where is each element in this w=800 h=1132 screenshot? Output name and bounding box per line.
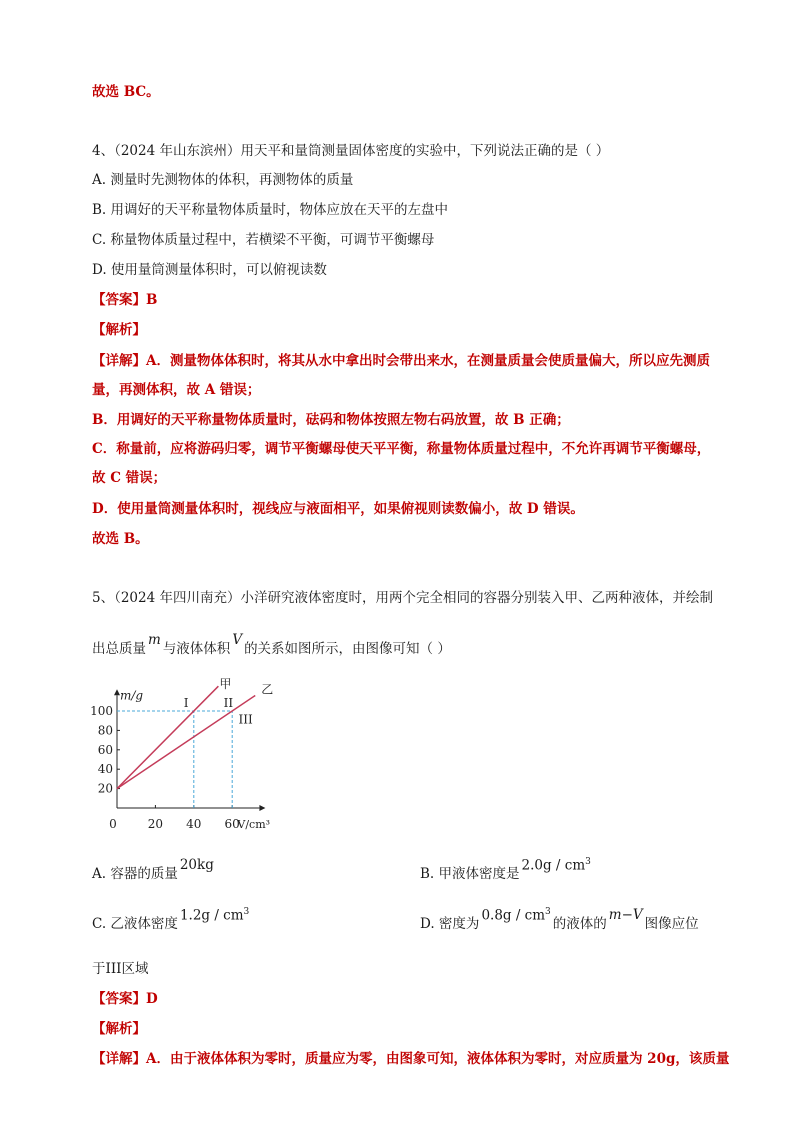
mass-symbol: m — [148, 632, 161, 648]
y-tick-label: 80 — [97, 723, 113, 738]
q4-detail-4: C．称量前，应将游码归零，调节平衡螺母使天平平衡，称量物体质量过程中，不允许再调节平衡螺母， — [92, 441, 711, 457]
region-label-2: II — [223, 696, 234, 711]
q4-detail-3: B．用调好的天平称量物体质量时，砝码和物体按照左物右码放置，故 B 正确； — [92, 412, 570, 428]
q4-option-c: C. 称量物体质量过程中，若横梁不平衡，可调节平衡螺母 — [92, 232, 435, 248]
q3-conclusion: 故选 BC。 — [92, 84, 160, 100]
x-tick-label: 60 — [224, 817, 240, 831]
region-label-3: III — [238, 712, 253, 727]
x-tick-label: 20 — [147, 817, 164, 831]
mass-volume-chart — [90, 676, 330, 836]
q4-conclusion: 故选 B。 — [92, 531, 149, 547]
q4-option-a: A. 测量时先测物体的体积，再测物体的质量 — [92, 172, 354, 188]
y-axis-label: m/g — [120, 688, 144, 703]
q5-option-c: C. 乙液体密度$1.2g / cm^3$ — [92, 906, 250, 932]
q4-detail-1: 【详解】A．测量物体体积时，将其从水中拿出时会带出来水，在测量质量会使质量偏大，所以应先测质 — [92, 353, 710, 369]
x-axis-label: V/cm³ — [237, 818, 271, 831]
q5-detail-1: 【详解】A．由于液体体积为零时，质量应为零，由图象可知，液体体积为零时，对应质量为 20g，该质量 — [92, 1051, 730, 1067]
y-tick-label: 60 — [97, 742, 113, 757]
volume-symbol: V — [232, 632, 243, 648]
q5-stem-2: 出总质量m与液体体积V的关系如图所示，由图像可知（ ） — [92, 632, 451, 657]
q4-option-b: B. 用调好的天平称量物体质量时，物体应放在天平的左盘中 — [92, 202, 449, 218]
x-tick-label: 40 — [186, 817, 202, 831]
q4-analysis-heading: 【解析】 — [92, 322, 146, 338]
y-tick-label: 100 — [90, 704, 113, 718]
q4-detail-6: D．使用量筒测量体积时，视线应与液面相平，如果俯视则读数偏小，故 D 错误。 — [92, 501, 584, 517]
q4-detail-5: 故 C 错误； — [92, 470, 167, 486]
q5-option-b: B. 甲液体密度是$2.0g / cm^3$ — [420, 856, 591, 882]
q5-analysis-heading: 【解析】 — [92, 1021, 146, 1037]
series-label-1: 甲 — [219, 677, 232, 692]
q5-option-d-cont: 于III区域 — [92, 961, 149, 977]
q4-stem: 4、（2024 年山东滨州）用天平和量筒测量固体密度的实验中，下列说法正确的是（ ） — [92, 143, 610, 159]
x-axis-arrow — [259, 805, 265, 811]
series-label-2: 乙 — [261, 682, 274, 697]
y-tick-label: 20 — [97, 781, 113, 796]
q4-detail-2: 量，再测体积，故 A 错误； — [92, 382, 261, 398]
region-label-1: I — [183, 696, 189, 711]
q4-option-d: D. 使用量筒测量体积时，可以俯视读数 — [92, 262, 327, 278]
q4-answer: 【答案】B — [92, 292, 158, 308]
q5-stem-1: 5、（2024 年四川南充）小洋研究液体密度时，用两个完全相同的容器分别装入甲、乙两种液体，并绘制 — [92, 590, 713, 606]
q5-option-d: D. 密度为$0.8g / cm^3$的液体的m−V图像应位 — [420, 906, 699, 932]
origin-label: 0 — [109, 817, 117, 831]
q5-answer: 【答案】D — [92, 991, 158, 1007]
q5-option-a: A. 容器的质量20kg — [92, 857, 214, 882]
y-tick-label: 40 — [97, 762, 113, 777]
